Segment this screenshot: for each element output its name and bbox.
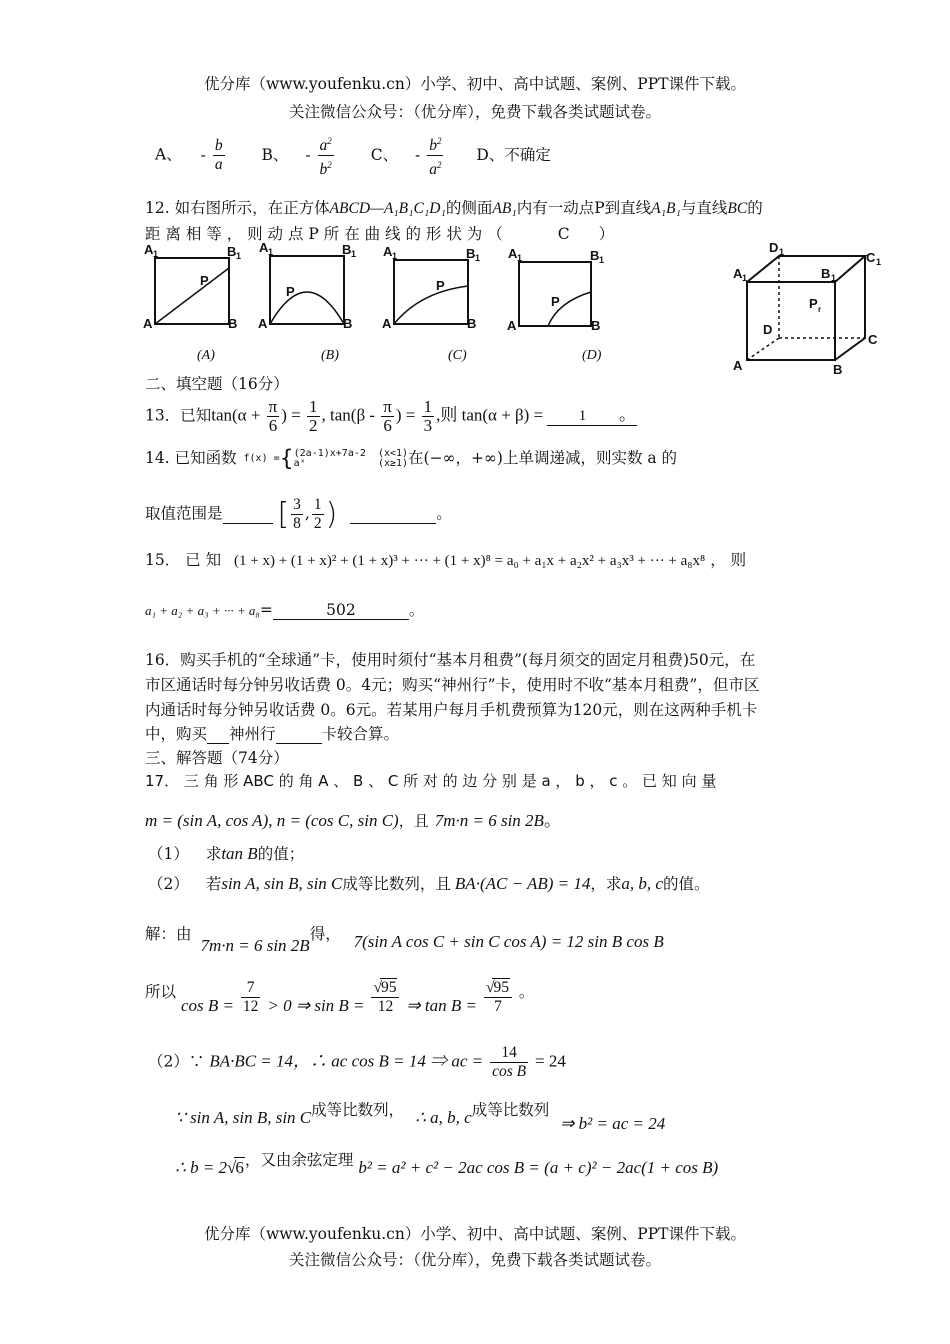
q13-then: ,则 tan(α + β) = (436, 405, 544, 425)
q13-third (422, 398, 435, 435)
q17-cond: 7m·n = 6 sin 2B (434, 811, 544, 830)
caption-d: (D) (582, 348, 602, 363)
sol-tanb: ⇒ tan B = (406, 996, 477, 1015)
q15-prefix: 15． 已 知 (145, 551, 222, 569)
q17-sol-line-4 (175, 1098, 666, 1133)
sol2-b: BA·BC = 14 (209, 1051, 294, 1071)
q16-text: 卡较合算。 (321, 725, 400, 743)
q17-sol-line-3 (148, 1044, 566, 1081)
q11-options: A、 - $\frac{b}{a}$ B、 - $\frac{a^2}{b^2}$ C、 - $\frac{b^2}{a^2}$ D、不确定 (155, 132, 551, 179)
q17-p1-text: 求 (205, 845, 222, 863)
cube-label-c1: C (866, 250, 876, 265)
frac-num: 1 (423, 397, 433, 416)
label-a1: A (508, 246, 518, 261)
q12-line-bc: BC (727, 200, 748, 217)
frac-num: π (383, 397, 392, 416)
q14-ans-1-2 (312, 496, 324, 533)
q13-answer: 1 (547, 408, 617, 426)
label-b: B (591, 318, 601, 333)
frac-num: 14 (490, 1044, 528, 1063)
label-sub: r (818, 305, 822, 314)
q11-option-a-frac: $\frac{b}{a}$ (214, 137, 223, 174)
q12-text: 的 (747, 199, 763, 217)
frac-den: 6 (268, 416, 278, 435)
q12-line-1 (145, 196, 763, 218)
label-a: A (507, 318, 517, 333)
figure-b (258, 240, 356, 331)
q15-end: 。 (408, 601, 425, 619)
q12-line-a1b1: A₁B₁ (651, 200, 681, 217)
q17-sol-line-1 (145, 922, 664, 955)
sol-pre: 解：由 (145, 925, 192, 943)
label-sub: 1 (742, 273, 748, 283)
q17-p2-vars: a, b, c (621, 874, 663, 893)
q17-sol-line-5: ∴ b = 2√6，又由余弦定理 b² = a² + c² − 2ac cos B = (a + c)² − 2ac(1 + cos B) (175, 1151, 719, 1177)
q11-option-b-frac: $\frac{a^2}{b^2}$ (318, 132, 334, 179)
q11-option-d: D、不确定 (476, 145, 551, 164)
q16-line-3: 内通话时每分钟另收话费 0。6元。若某用户每月手机费预算为120元，则在这两种手机卡 (145, 701, 758, 719)
q13-mid: , tan(β - (321, 405, 376, 425)
sol-cosb: cos B = (180, 996, 234, 1015)
section-3-title: 三、解答题（74分） (145, 749, 289, 767)
q14-range-label: 取值范围是 (145, 504, 223, 523)
q17-dot: 。 (543, 811, 561, 830)
sol3-e: ⇒ b² = ac = 24 (560, 1114, 666, 1133)
q13-eq: ) = (281, 405, 301, 425)
q17-p2-text: 若 (205, 875, 222, 893)
sol4-b: ，又由余弦定理 (244, 1151, 354, 1169)
label-b1: B (227, 244, 237, 259)
figure-d (507, 246, 604, 333)
label-p: P (551, 294, 560, 309)
label-sub: 1 (599, 255, 605, 265)
sol2-c: ，∴ ac cos B = 14 ⇒ ac = (293, 1051, 484, 1071)
q13-eq: ) = (395, 405, 416, 425)
sol-frac-sqrt95-12: $\frac{√95}{12}$ (371, 978, 399, 1016)
q16-line-4 (145, 722, 399, 744)
q12-text: 的侧面 (445, 199, 493, 217)
label-b1: B (466, 246, 476, 261)
sol-cond: 7m·n = 6 sin 2B (200, 936, 310, 955)
sol2-d: = 24 (535, 1051, 566, 1071)
label-sub: 1 (153, 249, 159, 259)
q17-p2-label: （2） (148, 875, 189, 893)
q14-ans-3-8 (291, 496, 303, 533)
cube-label-d1: D (769, 240, 779, 255)
q17-line-2 (145, 806, 561, 831)
label-sub: 1 (779, 247, 785, 257)
frac-den: 12 (377, 998, 394, 1015)
label-a: A (143, 316, 153, 331)
label-p: P (286, 284, 295, 299)
frac-den: 3 (423, 416, 433, 435)
q12-face: AB₁ (492, 200, 517, 217)
q13-tan-a: tan(α + (211, 405, 261, 425)
q14-piece-1: (2a-1)x+7a-2 (293, 448, 366, 459)
q15-answer: 502 (273, 601, 409, 620)
header-line-1: 优分库（www.youfenku.cn）小学、初中、高中试题、案例、PPT课件下载。 (203, 75, 747, 93)
label-sub: 1 (351, 249, 357, 259)
frac-den: cos B (492, 1063, 527, 1080)
q17-line-1: 17． 三 角 形 ABC 的 角 A 、 B 、 C 所 对 的 边 分 别 是 a ， b ， c 。 已 知 向 量 (145, 772, 717, 790)
q12-text: 内有一动点P到直线 (516, 199, 652, 217)
q17-part-2 (148, 872, 709, 894)
cube-label-b1: B (821, 266, 831, 281)
frac-num: 1 (313, 496, 322, 513)
q11-option-c-label: C、 (370, 145, 399, 164)
label-sub: 1 (268, 247, 274, 257)
q16-text: 中，购买 (145, 725, 208, 743)
q12-cube-figure (725, 238, 895, 378)
sol-end: 。 (518, 983, 535, 1001)
q13 (145, 398, 637, 435)
caption-a: (A) (197, 348, 215, 363)
q15-line-1 (145, 548, 746, 570)
sol-so: 所以 (145, 983, 177, 1001)
q14-fx: f(x) = (243, 453, 280, 464)
frac-den: 8 (293, 515, 301, 532)
q11-option-c-frac: $\frac{b^2}{a^2}$ (427, 132, 443, 179)
q12-text: 与直线 (680, 199, 728, 217)
q12-answer: C (557, 225, 570, 243)
sol-frac-7-12 (241, 979, 261, 1016)
q12-cube-name: ABCD—A₁B₁C₁D₁ (329, 200, 446, 217)
footer-line-1: 优分库（www.youfenku.cn）小学、初中、高中试题、案例、PPT课件下载。 (203, 1225, 747, 1243)
frac-den: 2 (309, 416, 318, 435)
q14-line-1: 14. 已知函数 f(x) ={ (2a-1)x+7a-2 (x<1) aˣ (x≥1) 在(−∞，+∞)上单调递减，则实数 a 的 (145, 446, 678, 472)
label-sub: 1 (831, 273, 837, 283)
frac-num: 7 (241, 979, 261, 998)
q13-prefix: 13．已知 (145, 406, 212, 425)
label-a: A (258, 316, 268, 331)
q17-p2-expr: sin A, sin B, sin C (221, 874, 343, 893)
label-sub: 1 (392, 251, 398, 261)
q12-text: 距 离 相 等 ， 则 动 点 P 所 在 曲 线 的 形 状 为 （ (145, 225, 503, 243)
caption-c: (C) (448, 348, 467, 363)
q13-pi-6b (381, 398, 394, 435)
frac-den: 2 (313, 515, 322, 532)
q13-pi-6 (267, 398, 280, 435)
sol-expr: 7(sin A cos C + sin C cos A) = 12 sin B cos B (353, 932, 664, 951)
q17-part-1 (148, 842, 304, 864)
label-a1: A (259, 240, 269, 255)
q17-p2-mid: 成等比数列，且 (342, 875, 451, 893)
label-a1: A (144, 242, 154, 257)
cube-label-p: P (809, 296, 818, 311)
section-2-title: 二、填空题（16分） (145, 375, 289, 393)
sol4-sqrt: 6 (235, 1158, 244, 1177)
label-b: B (228, 316, 238, 331)
q14-end: 。 (436, 504, 452, 523)
label-b1: B (590, 248, 600, 263)
sol3-d: 成等比数列 (471, 1101, 550, 1119)
label-p: P (436, 278, 445, 293)
q16-answer: 神州行 (229, 725, 276, 743)
q11-option-a-label: A、 (155, 145, 182, 164)
q12-text: ） (598, 225, 615, 243)
q17-vectors: m = (sin A, cos A), n = (cos C, sin C) (145, 811, 399, 830)
sol-frac-sqrt95-7: $\frac{√95}{7}$ (484, 978, 512, 1016)
q15-line-2 (145, 598, 424, 620)
label-p: P (200, 273, 209, 288)
cube-label-a1: A (733, 266, 743, 281)
header-line-2: 关注微信公众号：（优分库），免费下载各类试题试卷。 (288, 103, 661, 121)
q17-p1-end: 的值； (257, 845, 305, 863)
figure-a (143, 242, 241, 331)
sol3-a: ∵ sin A, sin B, sin C (175, 1108, 312, 1127)
label-sub: 1 (517, 253, 523, 263)
q14-piece-1-cond: (x<1) (377, 448, 409, 459)
q17-sol-line-2 (145, 978, 534, 1016)
sol2-a: （2）∵ (148, 1052, 205, 1071)
q17-p2-mid2: ，求 (590, 875, 622, 893)
sol2-frac (490, 1044, 528, 1081)
sol-get: 得， (309, 925, 341, 943)
footer-line-2: 关注微信公众号：（优分库），免费下载各类试题试卷。 (288, 1251, 661, 1269)
label-b: B (343, 316, 353, 331)
cube-label-b: B (833, 362, 843, 377)
q14-pieces (294, 449, 408, 469)
q17-and: ，且 (398, 812, 429, 830)
q14-piece-2-cond: (x≥1) (377, 458, 409, 469)
sqrt-value: 95 (380, 979, 397, 996)
q14-piece-2: aˣ (293, 458, 306, 469)
sol3-c: ∴ a, b, c (415, 1108, 472, 1127)
label-b1: B (342, 242, 352, 257)
label-a1: A (383, 244, 393, 259)
cube-label-d: D (763, 322, 773, 337)
label-sub: 1 (475, 253, 481, 263)
q14-prefix: 14. 已知函数 (145, 449, 237, 467)
sol-gt0: > 0 ⇒ sin B = (267, 996, 365, 1015)
q11-option-b-label: B、 (261, 145, 289, 164)
frac-den: 6 (383, 416, 392, 435)
frac-num: 1 (309, 397, 318, 416)
q12-text: 12. 如右图所示，在正方体 (145, 199, 330, 217)
sol4-a: ∴ b = 2 (175, 1158, 228, 1177)
q17-p1-label: （1） (148, 845, 189, 863)
frac-num: π (268, 397, 278, 416)
label-b: B (467, 316, 477, 331)
sqrt-value: 95 (493, 979, 509, 996)
sol3-b: 成等比数列， (311, 1101, 405, 1119)
label-sub: 1 (876, 257, 882, 267)
caption-b: (B) (321, 348, 339, 363)
q15-suffix: ， 则 (710, 551, 747, 569)
sol4-c: b² = a² + c² − 2ac cos B = (a + c)² − 2ac(1 + cos B) (358, 1158, 719, 1177)
cube-label-a: A (733, 358, 743, 373)
frac-den: 7 (494, 998, 502, 1015)
label-sub: 1 (236, 251, 242, 261)
q15-eq: = (259, 601, 273, 619)
q16-line-2: 市区通话时每分钟另收话费 0。4元；购买“神州行”卡，使用时不收“基本月租费”，但市区 (145, 676, 760, 694)
q14-suffix: 在(−∞，+∞)上单调递减，则实数 a 的 (408, 449, 678, 467)
figure-c (382, 244, 480, 331)
label-a: A (382, 316, 392, 331)
q16-line-1: 16．购买手机的“全球通”卡，使用时须付“基本月租费”(每月须交的固定月租费)50元，在 (145, 651, 756, 669)
q13-end: 。 (617, 400, 637, 426)
frac-num: 3 (293, 496, 301, 513)
q17-p2-cond: BA·(AC − AB) = 14 (454, 874, 591, 893)
cube-label-c: C (868, 332, 878, 347)
q17-p1-expr: tan B (221, 844, 258, 863)
q15-sum: a₁ + a₂ + a₃ + ··· + a₈ (145, 603, 260, 618)
q13-half (307, 398, 320, 435)
q17-p2-end: 的值。 (662, 875, 710, 893)
frac-den: 12 (242, 998, 259, 1015)
q15-expr: (1 + x) + (1 + x)² + (1 + x)³ + ··· + (1 + x)⁸ = a₀ + a₁x + a₂x² + a₃x³ + ··· + a₈x⁸ (234, 553, 706, 569)
q14-line-2: 取值范围是 [ $\frac{3}{8}$ , $\frac{1}{2}$ ) 。 (145, 496, 452, 532)
